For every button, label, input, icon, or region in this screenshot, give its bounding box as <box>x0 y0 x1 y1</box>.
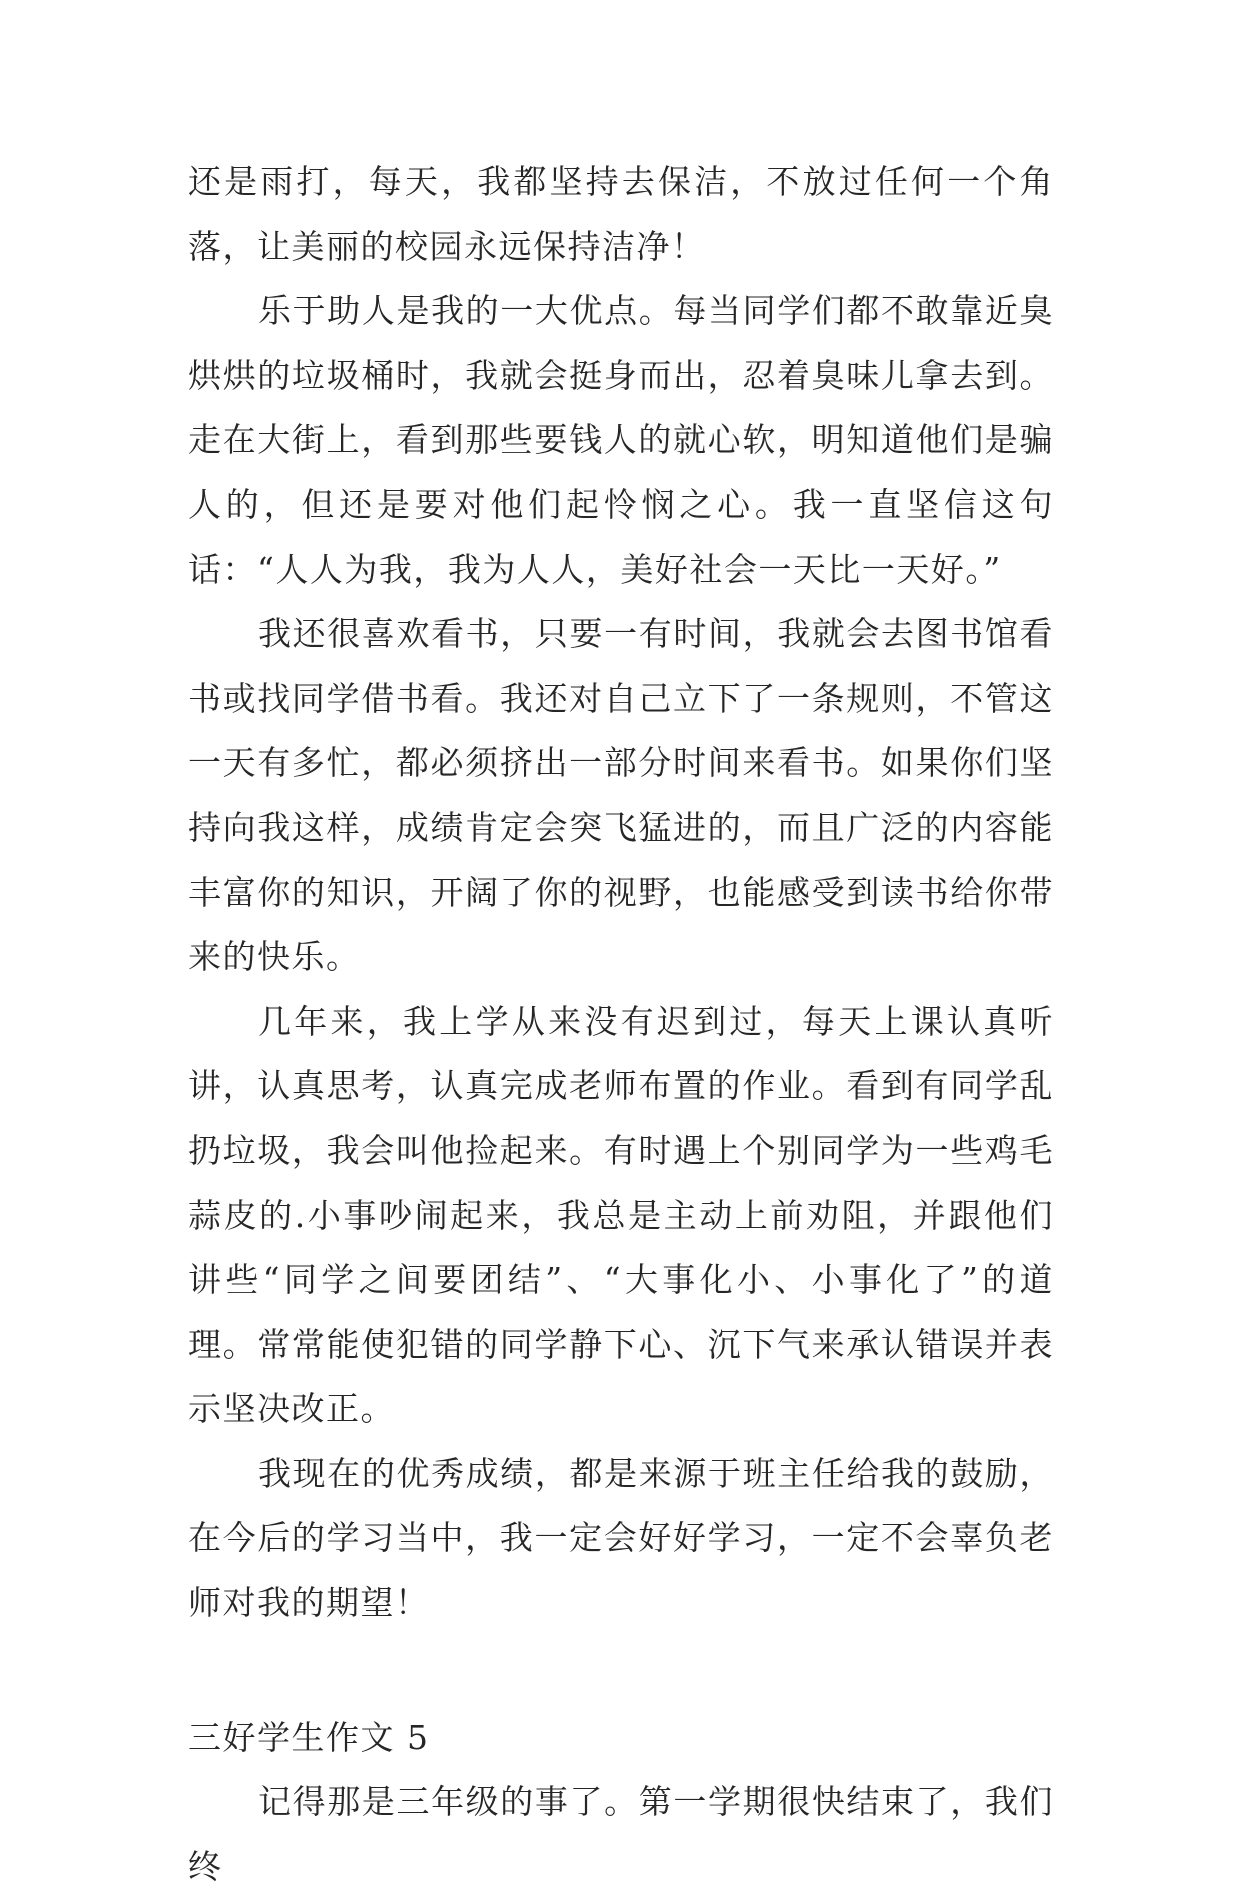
paragraph-conduct: 几年来，我上学从来没有迟到过，每天上课认真听讲，认真思考，认真完成老师布置的作业。看到有同学乱扔垃圾，我会叫他捡起来。有时遇上个别同学为一些鸡毛蒜皮的.小事吵闹起来，我总是主动上前劝阻，并跟他们讲些“同学之间要团结”、“大事化小、小事化了”的道理。常常能使犯错的同学静下心、沉下气来承认错误并表示坚决改正。 <box>188 1001 1054 1429</box>
section-spacer <box>188 1636 1054 1706</box>
section-title: 三好学生作文 5 <box>188 1717 430 1757</box>
paragraph-continuation: 还是雨打，每天，我都坚持去保洁，不放过任何一个角落，让美丽的校园永远保持洁净！ <box>188 162 1054 266</box>
paragraph-helpful: 乐于助人是我的一大优点。每当同学们都不敢靠近臭烘烘的垃圾桶时，我就会挺身而出，忍着臭味儿拿去到。走在大街上，看到那些要钱人的就心软，明知道他们是骗人的，但还是要对他们起怜悯之心。我一直坚信这句话：“人人为我，我为人人，美好社会一天比一天好。” <box>188 291 1054 589</box>
paragraph-reading: 我还很喜欢看书，只要一有时间，我就会去图书馆看书或找同学借书看。我还对自己立下了一条规则，不管这一天有多忙，都必须挤出一部分时间来看书。如果你们坚持向我这样，成绩肯定会突飞猛进的，而且广泛的内容能丰富你的知识，开阔了你的视野，也能感受到读书给你带来的快乐。 <box>188 614 1054 977</box>
paragraph-closing: 我现在的优秀成绩，都是来源于班主任给我的鼓励，在今后的学习当中，我一定会好好学习，一定不会辜负老师对我的期望！ <box>188 1453 1054 1623</box>
paragraph-next: 记得那是三年级的事了。第一学期很快结束了，我们终 <box>188 1782 1054 1886</box>
document-body <box>188 150 1054 1899</box>
